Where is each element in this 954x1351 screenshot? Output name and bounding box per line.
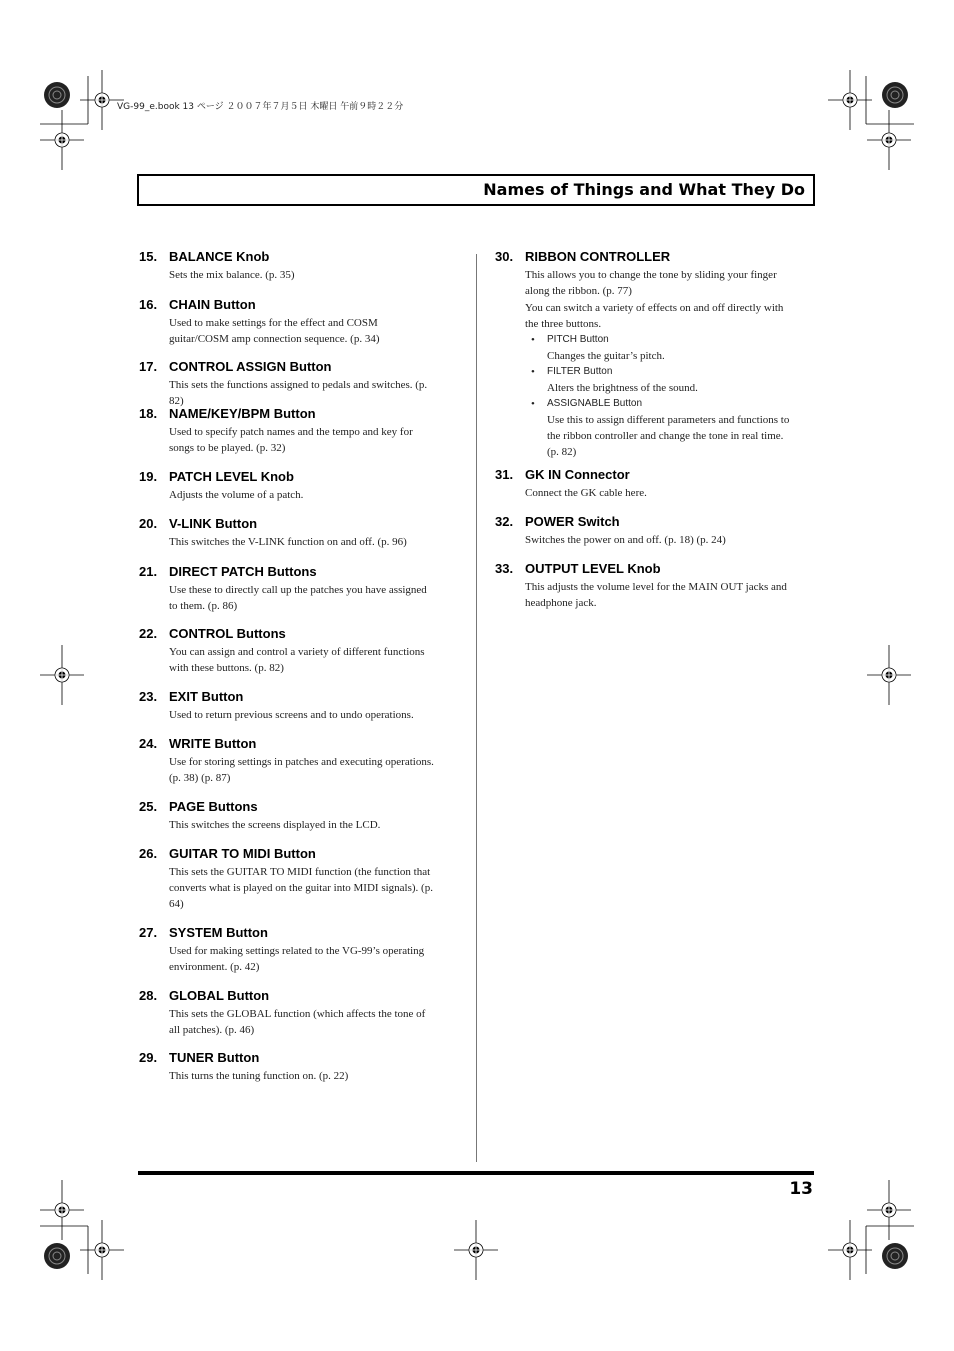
item-title: DIRECT PATCH Buttons [169, 564, 317, 579]
bullet-label: FILTER Button [547, 366, 613, 377]
item-heading [495, 249, 791, 265]
item-title: TUNER Button [169, 1050, 260, 1065]
bullet-icon: • [531, 334, 535, 346]
item-title: EXIT Button [169, 689, 244, 704]
ribbon-desc-1: This allows you to change the tone by sliding your finger along the ribbon. (p. 77) [525, 269, 777, 297]
bullet-text: Use this to assign different parameters and functions to the ribbon controller and change the tone in real time. (p. 82) [547, 414, 790, 458]
item-number: 24. [139, 736, 158, 751]
item-description: This sets the functions assigned to pedals and switches. (p. 82) [169, 379, 428, 407]
item-number: 25. [139, 799, 158, 814]
item-title: WRITE Button [169, 736, 257, 751]
item-heading [139, 359, 435, 375]
item-title: RIBBON CONTROLLER [525, 249, 671, 264]
list-item [139, 689, 435, 723]
item-heading [139, 516, 435, 532]
item-title: SYSTEM Button [169, 925, 268, 940]
item-description: Connect the GK cable here. [525, 487, 647, 499]
ribbon-button-list [525, 332, 791, 460]
footer-rule [138, 1171, 814, 1175]
item-description: Used for making settings related to the VG-99’s operating environment. (p. 42) [169, 945, 425, 973]
item-description: This sets the GUITAR TO MIDI function (the function that converts what is played on the guitar into MIDI signals). (p. 64) [169, 866, 433, 910]
list-item [139, 1050, 435, 1084]
ribbon-desc-2: You can switch a variety of effects on and off directly with the three buttons. [525, 302, 784, 330]
item-heading [139, 925, 435, 941]
item-description: This sets the GLOBAL function (which affects the tone of all patches). (p. 46) [169, 1008, 426, 1036]
list-item [495, 561, 791, 611]
item-number: 31. [495, 467, 514, 482]
item-heading [495, 514, 791, 530]
list-item [139, 406, 435, 456]
list-item [495, 514, 791, 548]
item-heading [495, 561, 791, 577]
item-number: 18. [139, 406, 158, 421]
bullet-icon: • [531, 398, 535, 410]
item-description: Use for storing settings in patches and executing operations. (p. 38) (p. 87) [169, 756, 434, 784]
item-number: 23. [139, 689, 158, 704]
list-item [139, 846, 435, 912]
list-item [139, 359, 435, 409]
section-title: Names of Things and What They Do [483, 180, 805, 199]
page-number: 13 [789, 1179, 813, 1199]
item-description: This switches the V-LINK function on and off. (p. 96) [169, 536, 407, 548]
bullet-text: Alters the brightness of the sound. [547, 382, 698, 394]
list-item [139, 626, 435, 676]
item-heading [139, 626, 435, 642]
item-description: Sets the mix balance. (p. 35) [169, 269, 295, 281]
item-heading [139, 799, 435, 815]
section-title-box [137, 174, 815, 206]
item-heading [139, 689, 435, 705]
list-item [139, 516, 435, 550]
item-heading [495, 467, 791, 483]
bullet-label: PITCH Button [547, 334, 609, 345]
item-heading [139, 988, 435, 1004]
item-description: This switches the screens displayed in the LCD. [169, 819, 381, 831]
item-number: 22. [139, 626, 158, 641]
item-number: 17. [139, 359, 158, 374]
item-title: V-LINK Button [169, 516, 258, 531]
item-title: GLOBAL Button [169, 988, 270, 1003]
item-number: 32. [495, 514, 514, 529]
item-heading [139, 406, 435, 422]
item-number: 21. [139, 564, 158, 579]
item-title: CHAIN Button [169, 297, 256, 312]
item-number: 33. [495, 561, 514, 576]
item-heading [139, 564, 435, 580]
item-number: 27. [139, 925, 158, 940]
item-title: GK IN Connector [525, 467, 630, 482]
item-description: You can assign and control a variety of different functions with these buttons. (p. 82) [169, 646, 425, 674]
list-item [139, 469, 435, 503]
item-title: CONTROL ASSIGN Button [169, 359, 332, 374]
item-description: This turns the tuning function on. (p. 22) [169, 1070, 349, 1082]
list-item [495, 467, 791, 501]
item-number: 20. [139, 516, 158, 531]
item-title: CONTROL Buttons [169, 626, 286, 641]
list-item [139, 988, 435, 1038]
item-heading [139, 1050, 435, 1066]
item-description: Used to return previous screens and to undo operations. [169, 709, 414, 721]
list-item [139, 249, 435, 283]
item-number: 28. [139, 988, 158, 1003]
item-title: PATCH LEVEL Knob [169, 469, 294, 484]
item-description: Use these to directly call up the patches you have assigned to them. (p. 86) [169, 584, 427, 612]
bullet-item [525, 332, 791, 364]
item-heading [139, 469, 435, 485]
list-item-ribbon-controller [495, 249, 791, 460]
item-description: Adjusts the volume of a patch. [169, 489, 304, 501]
item-title: PAGE Buttons [169, 799, 258, 814]
list-item [139, 925, 435, 975]
list-item [139, 736, 435, 786]
list-item [139, 564, 435, 614]
bullet-item [525, 364, 791, 396]
bullet-icon: • [531, 366, 535, 378]
item-description: This adjusts the volume level for the MAIN OUT jacks and headphone jack. [525, 581, 787, 609]
bullet-item [525, 396, 791, 460]
item-number: 29. [139, 1050, 158, 1065]
item-title: NAME/KEY/BPM Button [169, 406, 316, 421]
item-description: Switches the power on and off. (p. 18) (p. 24) [525, 534, 726, 546]
item-number: 16. [139, 297, 158, 312]
item-description [525, 267, 791, 460]
item-description: Used to specify patch names and the tempo and key for songs to be played. (p. 32) [169, 426, 413, 454]
list-item [139, 799, 435, 833]
item-number: 19. [139, 469, 158, 484]
item-heading [139, 297, 435, 313]
item-title: POWER Switch [525, 514, 620, 529]
bullet-label: ASSIGNABLE Button [547, 398, 643, 409]
item-number: 26. [139, 846, 158, 861]
item-heading [139, 736, 435, 752]
list-item [139, 297, 435, 347]
item-number: 30. [495, 249, 514, 264]
column-divider [476, 254, 477, 1162]
item-heading [139, 846, 435, 862]
item-heading [139, 249, 435, 265]
print-header: VG-99_e.book 13 ページ ２００７年７月５日 木曜日 午前９時２２分 [117, 102, 404, 112]
item-title: OUTPUT LEVEL Knob [525, 561, 661, 576]
bullet-text: Changes the guitar’s pitch. [547, 350, 665, 362]
item-title: BALANCE Knob [169, 249, 270, 264]
item-description: Used to make settings for the effect and COSM guitar/COSM amp connection sequence. (p. 34) [169, 317, 380, 345]
item-number: 15. [139, 249, 158, 264]
item-title: GUITAR TO MIDI Button [169, 846, 316, 861]
